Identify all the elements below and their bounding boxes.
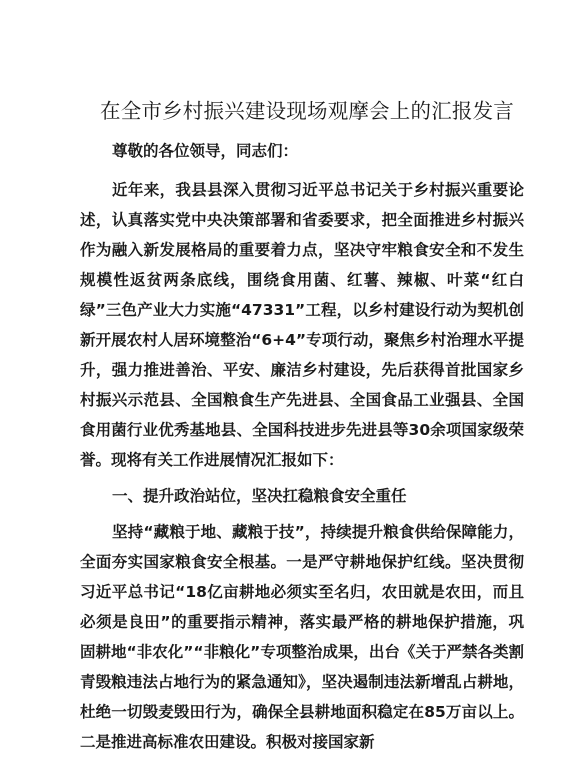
section-heading-1: 一、提升政治站位，坚决扛稳粮食安全重任 [112,487,407,505]
intro-lead: 近年来，我县县 [112,181,224,199]
document-title: 在全市乡村振兴建设现场观摩会上的汇报发言 [100,99,514,123]
section-1-paragraph: 坚持“藏粮于地、藏粮于技”，持续提升粮食供给保障能力，全面夯实国家粮食安全根基。一是严守耕地保护红线。坚决贯彻习近平总书记“18亿亩耕地必须实至名归，农田就是农田，而且必须是良田”的重要指示精神，落实最严格的耕地保护措施，巩固耕地“非农化”“非粮化”专项整治成果，出台《关于严禁各类割青毁粮违法占地行为的紧急通知》，坚决遏制违法新增乱占耕地，杜绝一切毁麦毁田行为，确保全县耕地面积稳定在85万亩以上。二是推进高标准农田建设。积极对接国家新 [80,523,525,751]
intro-paragraph [80,175,524,475]
greeting: 尊敬的各位领导，同志们： [112,142,299,160]
intro-body: 深入贯彻习近平总书记关于乡村振兴重要论述，认真落实党中央决策部署和省委要求，把全面推进乡村振兴作为融入新发展格局的重要着力点，坚决守牢粮食安全和不发生规模性返贫两条底线，围绕食用菌、红薯、辣椒、叶菜“红白绿”三色产业大力实施“47331”工程，以乡村建设行动为契机创新开展农村人居环境整治“6+4”专项行动，聚焦乡村治理水平提升，强力推进善治、平安、廉洁乡村建设，先后获得首批国家乡村振兴示范县、全国粮食生产先进县、全国食品工业强县、全国食用菌行业优秀基地县、全国科技进步先进县等30余项国家级荣誉。现将有关工作进展情况汇报如下： [80,181,524,469]
